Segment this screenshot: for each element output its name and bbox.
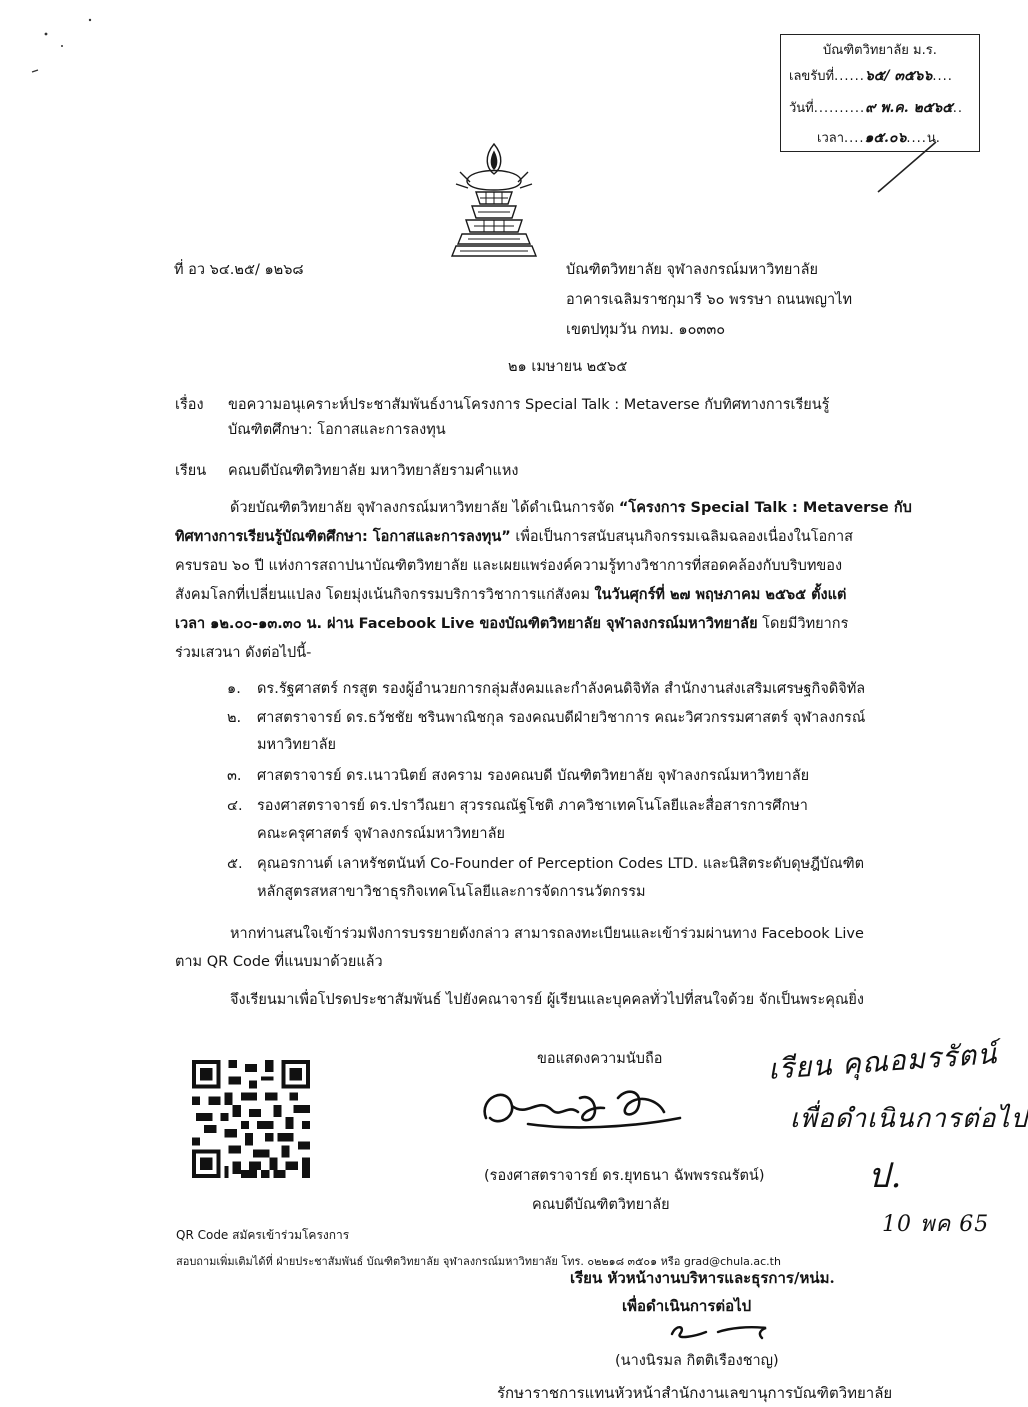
stamp-org: บัณฑิตวิทยาลัย ม.ร. — [823, 43, 937, 58]
endorsement-line-1: เรียน หัวหน้างานบริหารและธุรการ/หน่ม. — [570, 1269, 835, 1287]
endorsement-line-2: เพื่อดำเนินการต่อไป — [622, 1297, 752, 1315]
speaker-4-line-2: คณะครุศาสตร์ จุฬาลงกรณ์มหาวิทยาลัย — [257, 826, 505, 842]
body-line-3: ครบรอบ ๖๐ ปี แห่งการสถาปนาบัณฑิตวิทยาลัย และเผยแพร่องค์ความรู้ทางวิชาการที่สอดคล้องกับบริบทของ — [175, 558, 843, 574]
body-line-5-b: เวลา ๑๒.๐๐-๑๓.๓๐ น. ผ่าน Facebook Live ของบัณฑิตวิทยาลัย จุฬาลงกรณ์มหาวิทยาลัย — [175, 616, 758, 632]
endorsement-name: (นางนิรมล กิตติเรืองชาญ) — [615, 1353, 779, 1369]
body-line-4 — [175, 586, 846, 604]
speaker-5-line-1: คุณอรกานต์ เลาหรัชตนันท์ Co-Founder of Perception Codes LTD. และนิสิตระดับดุษฎีบัณฑิต — [257, 856, 865, 872]
speaker-1-line-1: ดร.รัฐศาสตร์ กรสูต รองผู้อำนวยการกลุ่มสังคมและกำลังคนดิจิทัล สำนักงานส่งเสริมเศรษฐกิจดิจิทัล — [257, 681, 866, 697]
speaker-5-line-2: หลักสูตรสหสาขาวิชาธุรกิจเทคโนโลยีและการจัดการนวัตกรรม — [257, 884, 646, 900]
speaker-5-number: ๕. — [227, 856, 243, 872]
handwritten-note-line-4: 10 พค 65 — [882, 1212, 990, 1237]
stamp-time-unit: น. — [926, 131, 940, 146]
receipt-stamp: บัณฑิตวิทยาลัย ม.ร. เลขรับที่......๖๕/ ๓๕๖๖.... วันที่..........๙ พ.ค. ๒๕๖๕.. เวลา....๑๕.๐๖....น. — [780, 34, 980, 152]
speaker-3-number: ๓. — [227, 768, 242, 784]
stamp-tick-mark — [870, 138, 940, 198]
speaker-4-number: ๔. — [227, 798, 243, 814]
body-line-5 — [175, 615, 848, 633]
address-line-3: เขตปทุมวัน กทม. ๑๐๓๓๐ — [566, 322, 726, 338]
stamp-date-value: ๙ พ.ค. ๒๕๖๕ — [865, 100, 953, 116]
document-date: ๒๑ เมษายน ๒๕๖๕ — [508, 359, 628, 375]
stamp-recv-value: ๖๕/ ๓๕๖๖ — [864, 68, 933, 84]
body-line-6: ร่วมเสวนา ดังต่อไปนี้- — [175, 645, 312, 661]
signer-name: (รองศาสตราจารย์ ดร.ยุทธนา ฉัพพรรณรัตน์) — [484, 1168, 765, 1184]
subject-line-2: บัณฑิตศึกษา: โอกาสและการลงทุน — [228, 422, 446, 438]
body-para-2-line-2: ตาม QR Code ที่แนบมาด้วยแล้ว — [175, 954, 383, 970]
contact-info: สอบถามเพิ่มเติมได้ที่ ฝ่ายประชาสัมพันธ์ บัณฑิตวิทยาลัย จุฬาลงกรณ์มหาวิทยาลัย โทร. ๐๒๒๑๘ ๓๕๐๑ หรือ grad@chula.ac.th — [176, 1255, 781, 1268]
speaker-2-line-1: ศาสตราจารย์ ดร.ธวัชชัย ชรินพาณิชกุล รองคณบดีฝ่ายวิชาการ คณะวิศวกรรมศาสตร์ จุฬาลงกรณ์ — [257, 710, 866, 726]
subject-label: เรื่อง — [175, 397, 204, 413]
body-line-1-a: ด้วยบัณฑิตวิทยาลัย จุฬาลงกรณ์มหาวิทยาลัย ได้ดำเนินการจัด — [230, 500, 619, 516]
speaker-2-number: ๒. — [227, 710, 242, 726]
recipient-label: เรียน — [175, 463, 207, 479]
body-para-3: จึงเรียนมาเพื่อโปรดประชาสัมพันธ์ ไปยังคณาจารย์ ผู้เรียนและบุคคลทั่วไปที่สนใจด้วย จักเป็นพระคุณยิ่ง — [230, 992, 864, 1008]
signature-image — [468, 1078, 704, 1138]
body-line-4-b: ในวันศุกร์ที่ ๒๗ พฤษภาคม ๒๕๖๕ ตั้งแต่ — [594, 587, 847, 603]
qr-caption: QR Code สมัครเข้าร่วมโครงการ — [176, 1228, 350, 1242]
speaker-3-line-1: ศาสตราจารย์ ดร.เนาวนิตย์ สงคราม รองคณบดี บัณฑิตวิทยาลัย จุฬาลงกรณ์มหาวิทยาลัย — [257, 768, 810, 784]
stamp-date-label: วันที่ — [789, 101, 814, 116]
signer-position: คณบดีบัณฑิตวิทยาลัย — [532, 1197, 670, 1213]
body-line-1 — [230, 499, 912, 517]
body-line-2-a: เพื่อเป็นการสนับสนุนกิจกรรมเฉลิมฉลองเนื่องในโอกาส — [510, 529, 853, 545]
handwritten-note-line-1: เรียน คุณอมรรัตน์ — [767, 1037, 999, 1086]
subject-line-1: ขอความอนุเคราะห์ประชาสัมพันธ์งานโครงการ Special Talk : Metaverse กับทิศทางการเรียนรู้ — [228, 397, 830, 413]
handwritten-note-line-3: ป. — [868, 1156, 903, 1196]
body-line-2 — [175, 528, 853, 546]
document-number: ที่ อว ๖๔.๒๕/ ๑๒๖๘ — [174, 262, 304, 278]
speaker-2-line-2: มหาวิทยาลัย — [257, 737, 336, 753]
recipient-text: คณบดีบัณฑิตวิทยาลัย มหาวิทยาลัยรามคำแหง — [228, 463, 519, 479]
closing-salutation: ขอแสดงความนับถือ — [537, 1051, 663, 1067]
handwritten-note-line-2: เพื่อดำเนินการต่อไป — [790, 1104, 1028, 1134]
speaker-1-number: ๑. — [227, 681, 241, 697]
endorsement-position: รักษาราชการแทนหัวหน้าสำนักงานเลขานุการบัณฑิตวิทยาลัย — [497, 1384, 893, 1402]
scan-specks — [26, 12, 106, 82]
body-line-4-a: สังคมโลกที่เปลี่ยนแปลง โดยมุ่งเน้นกิจกรรมบริการวิชาการแก่สังคม — [175, 587, 595, 603]
endorsement-initials — [666, 1318, 776, 1344]
body-line-5-a: โดยมีวิทยากร — [757, 616, 849, 632]
address-line-1: บัณฑิตวิทยาลัย จุฬาลงกรณ์มหาวิทยาลัย — [566, 262, 818, 278]
stamp-time-label: เวลา — [817, 131, 845, 146]
qr-code-icon — [192, 1060, 310, 1178]
address-line-2: อาคารเฉลิมราชกุมารี ๖๐ พรรษา ถนนพญาไท — [566, 292, 853, 308]
body-line-1-b: “โครงการ Special Talk : Metaverse กับ — [618, 500, 912, 516]
body-para-2-line-1: หากท่านสนใจเข้าร่วมฟังการบรรยายดังกล่าว สามารถลงทะเบียนและเข้าร่วมผ่านทาง Facebook Live — [230, 926, 864, 942]
stamp-recv-label: เลขรับที่ — [789, 69, 835, 84]
speaker-4-line-1: รองศาสตราจารย์ ดร.ปราวีณยา สุวรรณณัฐโชติ ภาควิชาเทคโนโลยีและสื่อสารการศึกษา — [257, 798, 808, 814]
body-line-2-b: ทิศทางการเรียนรู้บัณฑิตศึกษา: โอกาสและการลงทุน” — [175, 529, 511, 545]
stamp-time-value: ๑๕.๐๖ — [864, 130, 907, 146]
university-crest-icon — [446, 138, 542, 262]
